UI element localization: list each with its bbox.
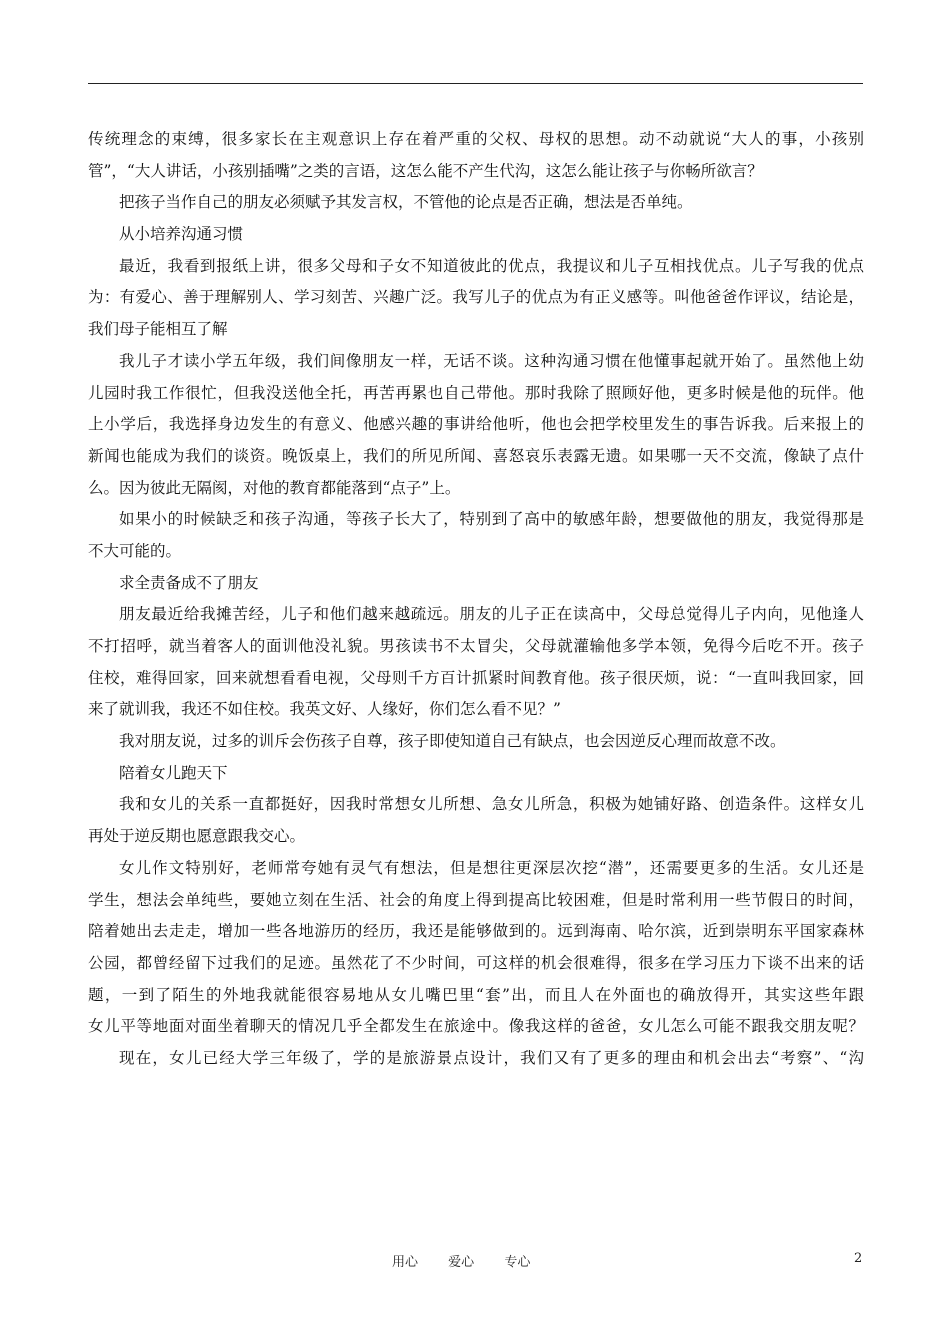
text-line: 新闻也能成为我们的谈资。晚饭桌上，我们的所见所闻、喜怒哀乐表露无遗。如果哪一天不交流，像缺了点什 <box>88 446 864 465</box>
text-line: 管”，“大人讲话，小孩别插嘴”之类的言语，这怎么能不产生代沟，这怎么能让孩子与你畅所欲言？ <box>88 161 763 180</box>
text-line: 把孩子当作自己的朋友必须赋予其发言权，不管他的论点是否正确，想法是否单纯。 <box>119 193 693 212</box>
text-line: 女儿平等地面对面坐着聊天的情况几乎全都发生在旅途中。像我这样的爸爸，女儿怎么可能不跟我交朋友呢？ <box>88 1017 864 1036</box>
text-line: 公园，都曾经留下过我们的足迹。虽然花了不少时间，可这样的机会很难得，很多在学习压力下谈不出来的话 <box>88 953 864 972</box>
text-line: 不打招呼，就当着客人的面训他没礼貌。男孩读书不太冒尖，父母就灌输他多学本领，免得今后吃不开。孩子 <box>88 637 864 655</box>
text-line: 传统理念的束缚，很多家长在主观意识上存在着严重的父权、母权的思想。动不动就说“大人的事，小孩别 <box>88 130 864 148</box>
text-line: 陪着女儿跑天下 <box>119 763 228 782</box>
text-line: 学生，想法会单纯些，要她立刻在生活、社会的角度上得到提高比较困难，但是时常利用一些节假日的时间， <box>88 890 864 909</box>
text-line: 朋友最近给我摊苦经，儿子和他们越来越疏远。朋友的儿子正在读高中，父母总觉得儿子内向，见他逢人 <box>119 605 864 624</box>
text-line: 来了就训我，我还不如住校。我英文好、人缘好，你们怎么看不见？” <box>88 700 561 719</box>
text-line: 不大可能的。 <box>88 541 182 560</box>
footer-motto <box>392 1251 556 1270</box>
text-line: 女儿作文特别好，老师常夸她有灵气有想法，但是想往更深层次挖“潜”，还需要更多的生活。女儿还是 <box>119 858 864 877</box>
text-line: 我儿子才读小学五年级，我们间像朋友一样，无话不谈。这种沟通习惯在他懂事起就开始了。虽然他上幼 <box>119 351 864 370</box>
text-line: 我对朋友说，过多的训斥会伤孩子自尊，孩子即使知道自己有缺点，也会因逆反心理而故意不改。 <box>119 732 786 751</box>
text-line: 现在，女儿已经大学三年级了，学的是旅游景点设计，我们又有了更多的理由和机会出去“考察”、“沟 <box>119 1048 864 1067</box>
text-line: 题，一到了陌生的外地我就能很容易地从女儿嘴巴里“套”出，而且人在外面也的确放得开，其实这些年跟 <box>88 985 864 1004</box>
footer-motto-word: 用心 <box>392 1255 419 1270</box>
text-line: 上小学后，我选择身边发生的有意义、他感兴趣的事讲给他听，他也会把学校里发生的事告诉我。后来报上的 <box>88 415 864 434</box>
text-line: 再处于逆反期也愿意跟我交心。 <box>88 827 306 846</box>
text-line: 最近，我看到报纸上讲，很多父母和子女不知道彼此的优点，我提议和儿子互相找优点。儿子写我的优点 <box>119 256 864 275</box>
text-line: 从小培养沟通习惯 <box>119 225 244 244</box>
text-line: 住校，难得回家，回来就想看看电视，父母则千方百计抓紧时间教育他。孩子很厌烦，说：“一直叫我回家，回 <box>88 668 864 687</box>
text-line: 么。因为彼此无隔阂，对他的教育都能落到“点子”上。 <box>88 478 461 497</box>
footer-motto-word: 专心 <box>504 1255 531 1270</box>
text-line: 我们母子能相互了解 <box>88 320 228 339</box>
document-body <box>88 124 864 1075</box>
text-line: 我和女儿的关系一直都挺好，因我时常想女儿所想、急女儿所急，积极为她铺好路、创造条件。这样女儿 <box>119 795 864 814</box>
text-line: 求全责备成不了朋友 <box>119 573 259 592</box>
text-line: 如果小的时候缺乏和孩子沟通，等孩子长大了，特别到了高中的敏感年龄，想要做他的朋友，我觉得那是 <box>119 510 864 529</box>
header-rule <box>88 83 863 84</box>
footer-motto-word: 爱心 <box>448 1255 475 1270</box>
text-line: 儿园时我工作很忙，但我没送他全托，再苦再累也自己带他。那时我除了照顾好他，更多时候是他的玩伴。他 <box>88 383 864 402</box>
page-number: 2 <box>854 1251 863 1266</box>
text-line: 为：有爱心、善于理解别人、学习刻苦、兴趣广泛。我写儿子的优点为有正义感等。叫他爸爸作评议，结论是， <box>88 288 864 307</box>
text-line: 陪着她出去走走，增加一些各地游历的经历，我还是能够做到的。远到海南、哈尔滨，近到崇明东平国家森林 <box>88 922 864 941</box>
